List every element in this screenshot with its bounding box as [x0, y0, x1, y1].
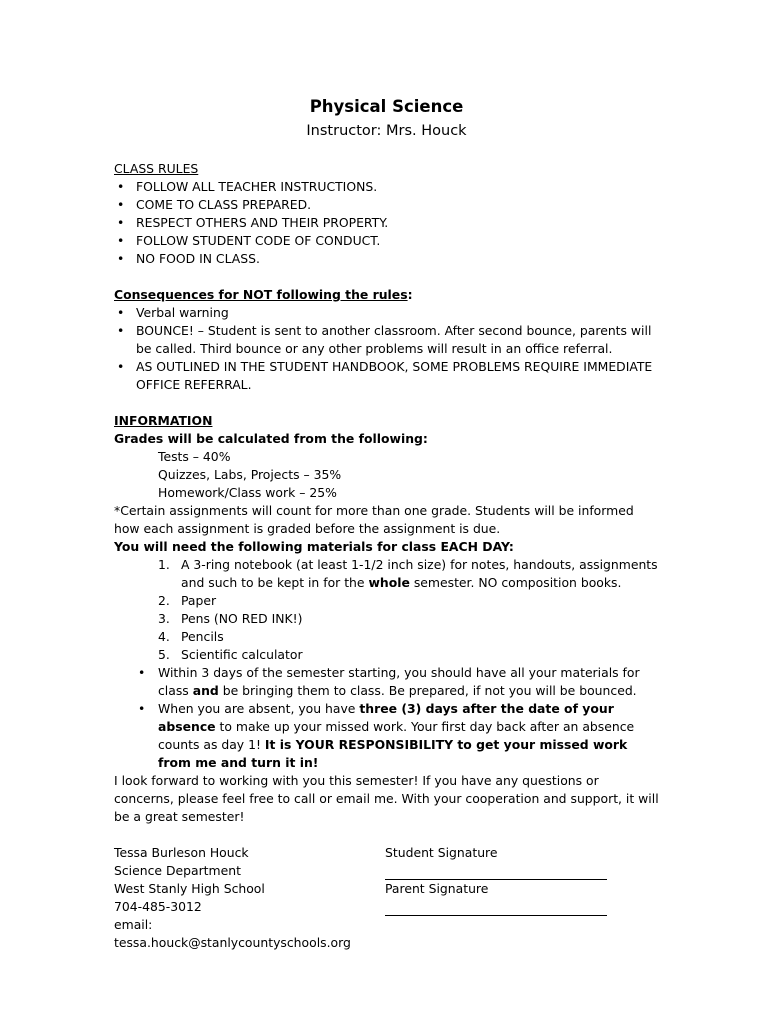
material-number: 3.	[158, 611, 170, 626]
material-number: 5.	[158, 647, 170, 662]
material-item	[114, 628, 659, 646]
consequence-item: • AS OUTLINED IN THE STUDENT HANDBOOK, SOME PROBLEMS REQUIRE IMMEDIATE OFFICE REFERRAL.	[114, 358, 659, 394]
contact-phone: 704-485-3012	[114, 899, 202, 914]
information-section	[114, 412, 659, 826]
contact-school: West Stanly High School	[114, 881, 265, 896]
class-rule-item: • FOLLOW STUDENT CODE OF CONDUCT.	[114, 232, 659, 250]
student-signature-line[interactable]	[385, 862, 607, 880]
material-text: Pencils	[181, 629, 224, 644]
consequences-heading-text: Consequences for NOT following the rules	[114, 287, 408, 302]
material-item	[114, 610, 659, 628]
contact-department: Science Department	[114, 863, 241, 878]
parent-signature-label: Parent Signature	[385, 881, 489, 896]
absence-text: When you are absent, you have	[158, 701, 360, 716]
material-item	[114, 592, 659, 610]
grades-list	[114, 448, 659, 502]
signature-block	[114, 844, 659, 950]
signature-fields	[385, 844, 607, 916]
class-rules-list	[114, 178, 659, 268]
material-number: 4.	[158, 629, 170, 644]
consequence-item: • Verbal warning	[114, 304, 659, 322]
absence-text-mid: to make up your missed work. Your first day back after an absence counts as day 1!	[158, 719, 635, 752]
materials-heading: You will need the following materials for class EACH DAY:	[114, 539, 514, 554]
class-rule-item: • NO FOOD IN CLASS.	[114, 250, 659, 268]
class-rules-heading: CLASS RULES	[114, 161, 199, 176]
grades-heading: Grades will be calculated from the following:	[114, 431, 428, 446]
materials-deadline-note	[114, 664, 659, 700]
absence-policy-note	[114, 700, 659, 772]
grade-item: Homework/Class work – 25%	[158, 485, 337, 500]
class-rule-item: • COME TO CLASS PREPARED.	[114, 196, 659, 214]
class-rule-item: • FOLLOW ALL TEACHER INSTRUCTIONS.	[114, 178, 659, 196]
class-rule-item: • RESPECT OTHERS AND THEIR PROPERTY.	[114, 214, 659, 232]
material-text: Scientific calculator	[181, 647, 303, 662]
consequences-heading	[114, 286, 659, 304]
consequences-section	[114, 286, 659, 394]
absence-responsibility: It is YOUR RESPONSIBILITY to get your missed work from me and turn it in!	[158, 737, 628, 770]
document-page	[114, 96, 659, 950]
material-number: 1.	[158, 557, 170, 572]
deadline-text-end: be bringing them to class. Be prepared, if not you will be bounced.	[218, 683, 637, 698]
closing-paragraph: I look forward to working with you this semester! If you have any questions or concerns, please feel free to call or email me. With your cooperation and support, it will be a great semester!	[114, 773, 659, 824]
material-notes-list	[114, 664, 659, 772]
material-number: 2.	[158, 593, 170, 608]
material-item	[114, 556, 659, 592]
consequences-list	[114, 304, 659, 394]
assignment-note: *Certain assignments will count for more than one grade. Students will be informed how each assignment is graded before the assignment is due.	[114, 503, 634, 536]
document-title: Physical Science	[309, 97, 464, 116]
material-text-end: semester. NO composition books.	[409, 575, 622, 590]
class-rules-section	[114, 160, 659, 268]
consequences-heading-colon: :	[407, 287, 413, 302]
materials-list	[114, 556, 659, 664]
parent-signature-line[interactable]	[385, 898, 607, 916]
contact-info	[114, 844, 384, 952]
information-heading: INFORMATION	[114, 413, 213, 428]
material-item	[114, 646, 659, 664]
material-text: Pens (NO RED INK!)	[181, 611, 303, 626]
contact-name: Tessa Burleson Houck	[114, 845, 249, 860]
deadline-text-bold: and	[192, 683, 219, 698]
student-signature-label: Student Signature	[385, 845, 498, 860]
instructor-line: Instructor: Mrs. Houck	[306, 123, 467, 139]
material-text-bold: whole	[368, 575, 410, 590]
material-text: Paper	[181, 593, 217, 608]
material-text: A 3-ring notebook (at least 1-1/2 inch size) for notes, handouts, assignments and such to be kept in for the	[181, 557, 658, 590]
absence-text-bold: three (3) days after the date of your absence	[158, 701, 614, 734]
title-block	[114, 96, 659, 142]
grade-item: Quizzes, Labs, Projects – 35%	[158, 467, 342, 482]
deadline-text: Within 3 days of the semester starting, you should have all your materials for class	[158, 665, 640, 698]
consequence-item: • BOUNCE! – Student is sent to another classroom. After second bounce, parents will be called. Third bounce or any other problems will result in an office referral.	[114, 322, 659, 358]
contact-email: email: tessa.houck@stanlycountyschools.org	[114, 917, 351, 950]
grade-item: Tests – 40%	[158, 449, 231, 464]
